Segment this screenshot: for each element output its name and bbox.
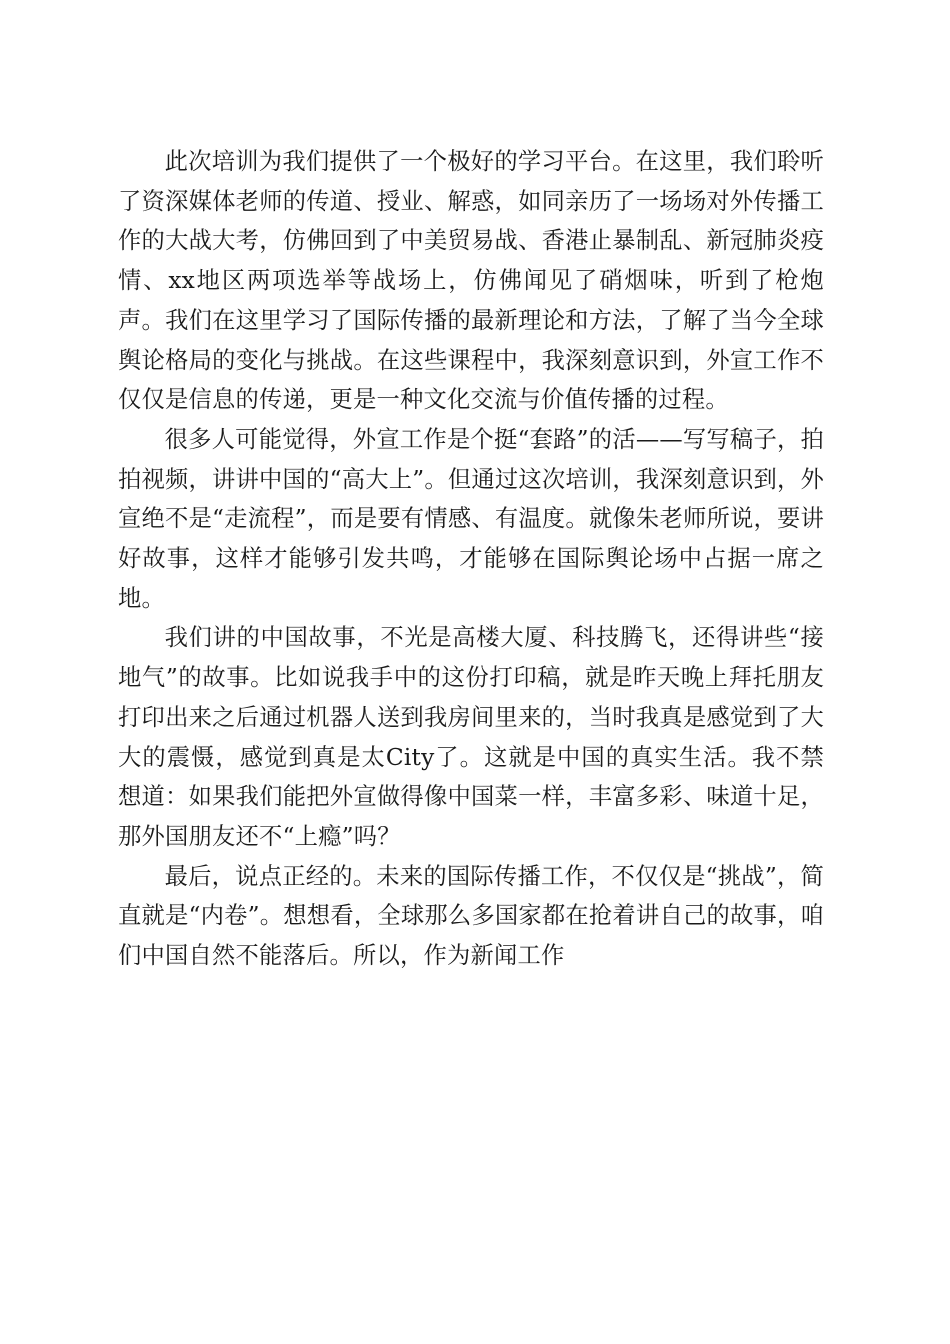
paragraph-4: 最后，说点正经的。未来的国际传播工作，不仅仅是“挑战”，简直就是“内卷”。想想看，全球那么多国家都在抢着讲自己的故事，咱们中国自然不能落后。所以，作为新闻工作 [118,862,824,970]
paragraph-3: 我们讲的中国故事，不光是高楼大厦、科技腾飞，还得讲些“接地气”的故事。比如说我手中的这份打印稿，就是昨天晚上拜托朋友打印出来之后通过机器人送到我房间里来的，当时我真是感觉到了大大的震慑，感觉到真是太City了。这就是中国的真实生活。我不禁想道：如果我们能把外宣做得像中国菜一样，丰富多彩、味道十足，那外国朋友还不“上瘾”吗？ [118,624,824,850]
paragraph-1: 此次培训为我们提供了一个极好的学习平台。在这里，我们聆听了资深媒体老师的传道、授业、解惑，如同亲历了一场场对外传播工作的大战大考，仿佛回到了中美贸易战、香港止暴制乱、新冠肺炎疫情、xx地区两项选举等战场上，仿佛闻见了硝烟味，听到了枪炮声。我们在这里学习了国际传播的最新理论和方法，了解了当今全球舆论格局的变化与挑战。在这些课程中，我深刻意识到，外宣工作不仅仅是信息的传递，更是一种文化交流与价值传播的过程。 [118,148,824,414]
paragraph-2: 很多人可能觉得，外宣工作是个挺“套路”的活——写写稿子，拍拍视频，讲讲中国的“高大上”。但通过这次培训，我深刻意识到，外宣绝不是“走流程”，而是要有情感、有温度。就像朱老师所说，要讲好故事，这样才能够引发共鸣，才能够在国际舆论场中占据一席之地。 [118,425,824,612]
document-body [118,142,824,976]
